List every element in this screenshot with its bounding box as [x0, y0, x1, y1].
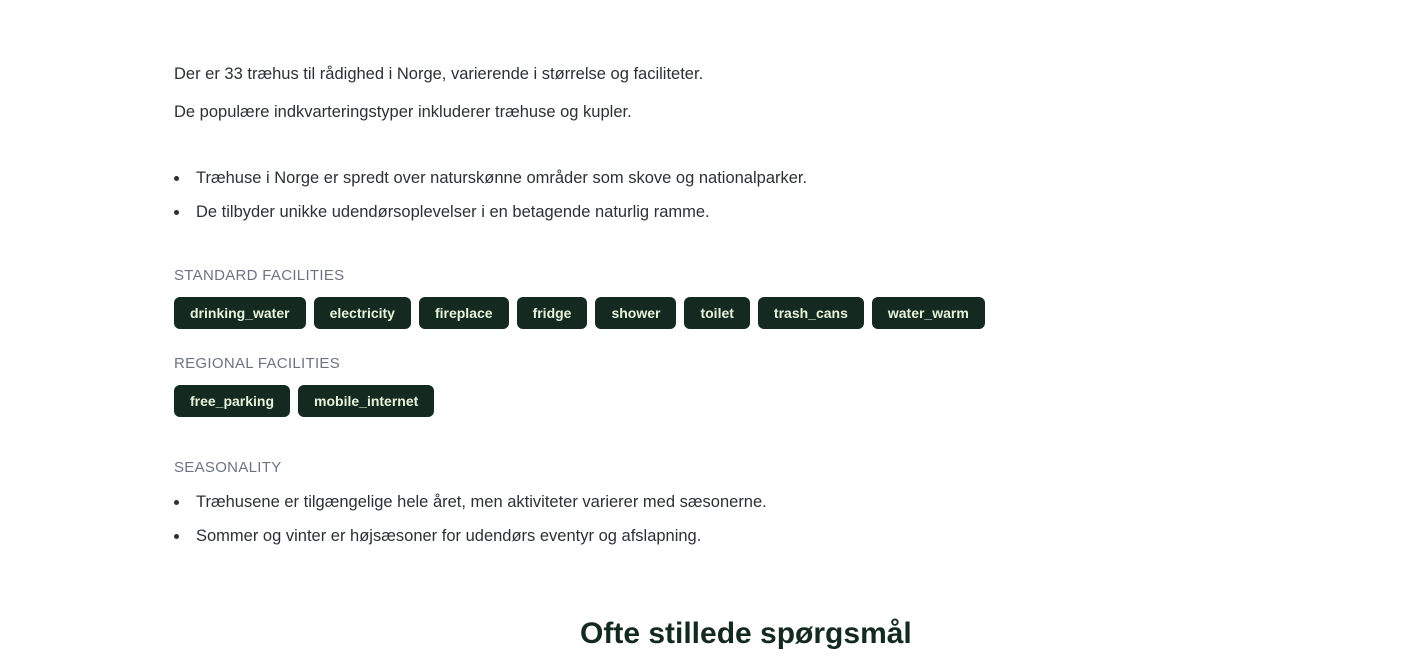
bullet-dot-icon	[174, 210, 179, 215]
standard-facilities-heading: STANDARD FACILITIES	[174, 267, 345, 284]
list-item-text: De tilbyder unikke udendørsoplevelser i en betagende naturlig ramme.	[196, 203, 710, 221]
bullet-dot-icon	[174, 500, 179, 505]
seasonality-bullet-list	[174, 492, 767, 560]
regional-facilities-heading: REGIONAL FACILITIES	[174, 355, 341, 372]
facility-chip-free-parking[interactable]: free_parking	[174, 385, 290, 417]
regional-facilities-chips	[174, 385, 434, 417]
facility-chip-trash-cans[interactable]: trash_cans	[758, 297, 864, 329]
standard-facilities-chips	[174, 297, 985, 329]
list-item-text: Træhuse i Norge er spredt over naturskønne områder som skove og nationalparker.	[196, 169, 808, 187]
list-item	[174, 168, 807, 202]
facility-chip-fridge[interactable]: fridge	[517, 297, 588, 329]
facility-chip-shower[interactable]: shower	[595, 297, 676, 329]
intro-paragraph-types: De populære indkvarteringstyper inkluderer træhuse og kupler.	[174, 103, 632, 121]
list-item	[174, 492, 767, 526]
intro-paragraph-availability: Der er 33 træhus til rådighed i Norge, varierende i størrelse og faciliteter.	[174, 65, 704, 83]
list-item	[174, 526, 767, 560]
list-item	[174, 202, 807, 236]
facility-chip-drinking-water[interactable]: drinking_water	[174, 297, 306, 329]
facility-chip-mobile-internet[interactable]: mobile_internet	[298, 385, 434, 417]
intro-bullet-list	[174, 168, 807, 236]
bullet-dot-icon	[174, 176, 179, 181]
facility-chip-fireplace[interactable]: fireplace	[419, 297, 509, 329]
seasonality-heading: SEASONALITY	[174, 459, 282, 476]
list-item-text: Sommer og vinter er højsæsoner for udendørs eventyr og afslapning.	[196, 527, 702, 545]
bullet-dot-icon	[174, 534, 179, 539]
facility-chip-electricity[interactable]: electricity	[314, 297, 411, 329]
facility-chip-toilet[interactable]: toilet	[684, 297, 749, 329]
facility-chip-water-warm[interactable]: water_warm	[872, 297, 985, 329]
faq-heading: Ofte stillede spørgsmål	[580, 617, 912, 650]
list-item-text: Træhusene er tilgængelige hele året, men aktiviteter varierer med sæsonerne.	[196, 493, 767, 511]
